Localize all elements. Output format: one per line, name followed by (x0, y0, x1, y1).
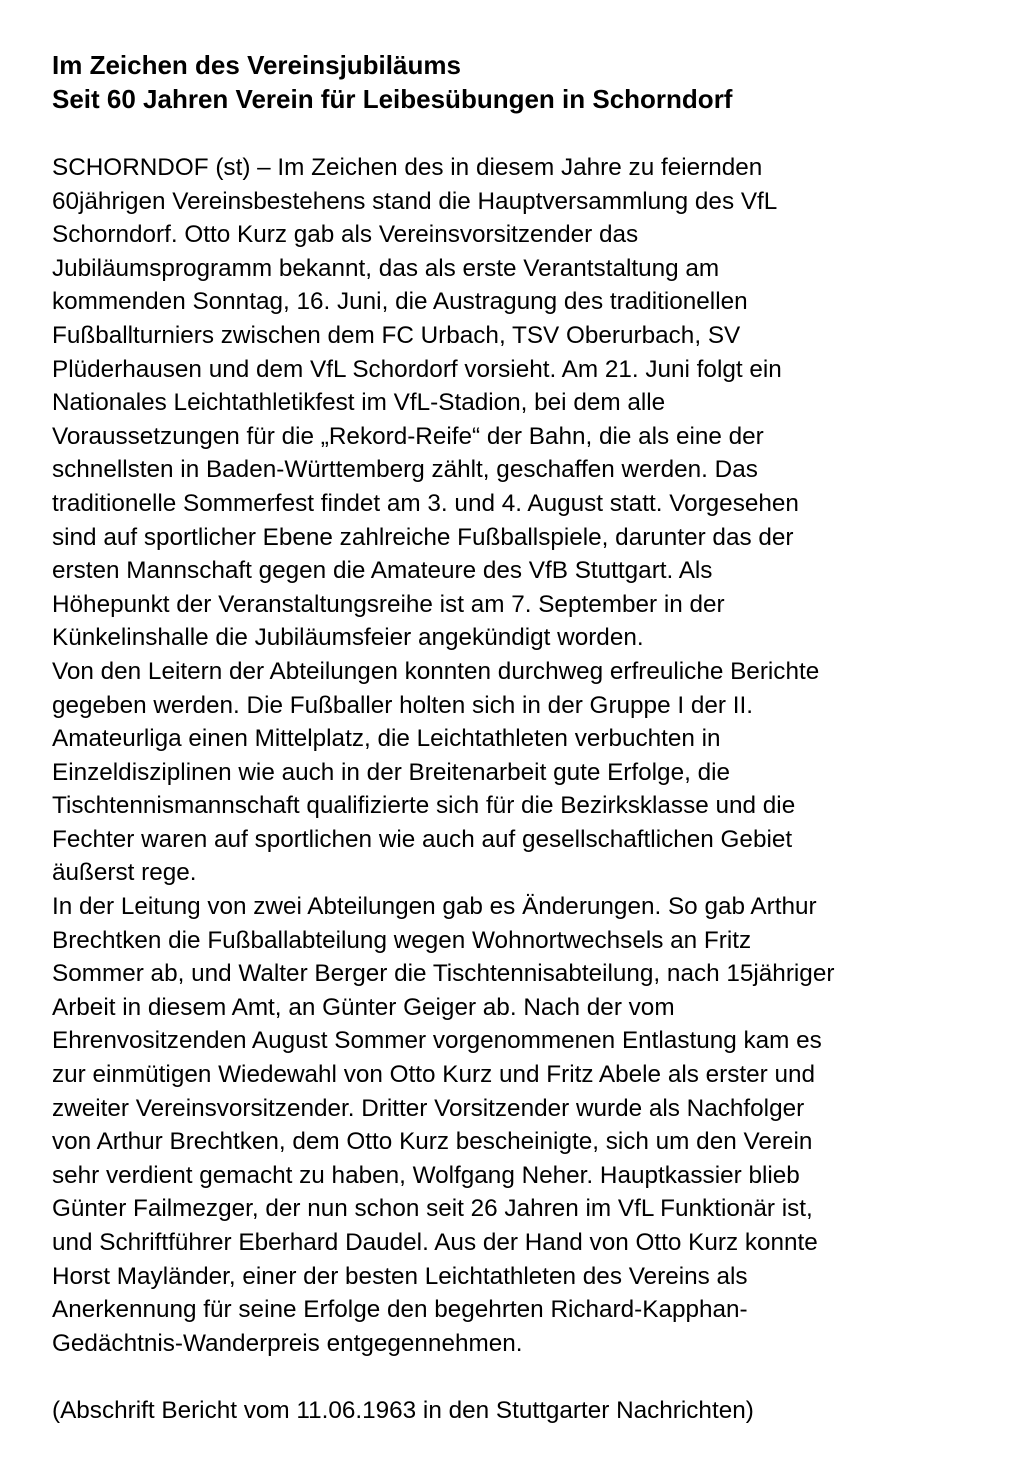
article-line: äußerst rege. (52, 859, 197, 887)
article-line: sehr verdient gemacht zu haben, Wolfgang Neher. Hauptkassier blieb (52, 1161, 800, 1189)
article-line: Fechter waren auf sportlichen wie auch auf gesellschaftlichen Gebiet (52, 825, 793, 853)
article-line: gegeben werden. Die Fußballer holten sich in der Gruppe I der II. (52, 691, 753, 719)
article-line: Fußballturniers zwischen dem FC Urbach, TSV Oberurbach, SV (52, 321, 741, 349)
headline-line-2: Seit 60 Jahren Verein für Leibesübungen in Schorndorf (52, 84, 733, 114)
article-line: Höhepunkt der Veranstaltungsreihe ist am 7. September in der (52, 590, 725, 618)
document-page (52, 48, 992, 1428)
article-line: In der Leitung von zwei Abteilungen gab es Änderungen. So gab Arthur (52, 893, 817, 921)
headline (52, 48, 992, 116)
article-line: Tischtennismannschaft qualifizierte sich für die Bezirksklasse und die (52, 792, 796, 820)
article-line: zweiter Vereinsvorsitzender. Dritter Vorsitzender wurde als Nachfolger (52, 1094, 805, 1122)
article-line: Von den Leitern der Abteilungen konnten durchweg erfreuliche Berichte (52, 657, 820, 685)
article-line: schnellsten in Baden-Württemberg zählt, geschaffen werden. Das (52, 456, 758, 484)
source-note: (Abschrift Bericht vom 11.06.1963 in den Stuttgarter Nachrichten) (52, 1396, 754, 1424)
article-body (52, 151, 992, 1360)
article-line: zur einmütigen Wiedewahl von Otto Kurz und Fritz Abele als erster und (52, 1061, 816, 1089)
article-line: Einzeldisziplinen wie auch in der Breitenarbeit gute Erfolge, die (52, 758, 731, 786)
article-line: traditionelle Sommerfest findet am 3. und 4. August statt. Vorgesehen (52, 489, 799, 517)
article-line: Sommer ab, und Walter Berger die Tischtennisabteilung, nach 15jähriger (52, 960, 835, 988)
article-line: Ehrenvositzenden August Sommer vorgenommenen Entlastung kam es (52, 1027, 822, 1055)
article-line: Voraussetzungen für die „Rekord-Reife“ der Bahn, die als eine der (52, 422, 764, 450)
article-line: Nationales Leichtathletikfest im VfL-Stadion, bei dem alle (52, 389, 666, 417)
article-line: Jubiläumsprogramm bekannt, das als erste Verantstaltung am (52, 254, 720, 282)
article-line: von Arthur Brechtken, dem Otto Kurz bescheinigte, sich um den Verein (52, 1128, 813, 1156)
article-line: 60jährigen Vereinsbestehens stand die Hauptversammlung des VfL (52, 187, 778, 215)
article-line: Arbeit in diesem Amt, an Günter Geiger ab. Nach der vom (52, 993, 675, 1021)
article-line: sind auf sportlicher Ebene zahlreiche Fußballspiele, darunter das der (52, 523, 794, 551)
article-line: Horst Mayländer, einer der besten Leichtathleten des Vereins als (52, 1262, 748, 1290)
headline-line-1: Im Zeichen des Vereinsjubiläums (52, 50, 461, 80)
article-line: Gedächtnis-Wanderpreis entgegennehmen. (52, 1329, 523, 1357)
article-line: und Schriftführer Eberhard Daudel. Aus der Hand von Otto Kurz konnte (52, 1229, 818, 1256)
article-line: Günter Failmezger, der nun schon seit 26 Jahren im VfL Funktionär ist, (52, 1195, 813, 1223)
article-line: Brechtken die Fußballabteilung wegen Wohnortwechsels an Fritz (52, 926, 752, 954)
article-line: Amateurliga einen Mittelplatz, die Leichtathleten verbuchten in (52, 725, 721, 753)
article-line: Plüderhausen und dem VfL Schordorf vorsieht. Am 21. Juni folgt ein (52, 355, 782, 383)
article-line: Schorndorf. Otto Kurz gab als Vereinsvorsitzender das (52, 221, 639, 249)
article-line: kommenden Sonntag, 16. Juni, die Austragung des traditionellen (52, 288, 748, 316)
article-line: Anerkennung für seine Erfolge den begehrten Richard-Kapphan- (52, 1296, 748, 1324)
article-line: Künkelinshalle die Jubiläumsfeier angekündigt worden. (52, 624, 644, 652)
article-line: ersten Mannschaft gegen die Amateure des VfB Stuttgart. Als (52, 557, 713, 585)
article-line: SCHORNDOF (st) – Im Zeichen des in diesem Jahre zu feiernden (52, 154, 763, 181)
